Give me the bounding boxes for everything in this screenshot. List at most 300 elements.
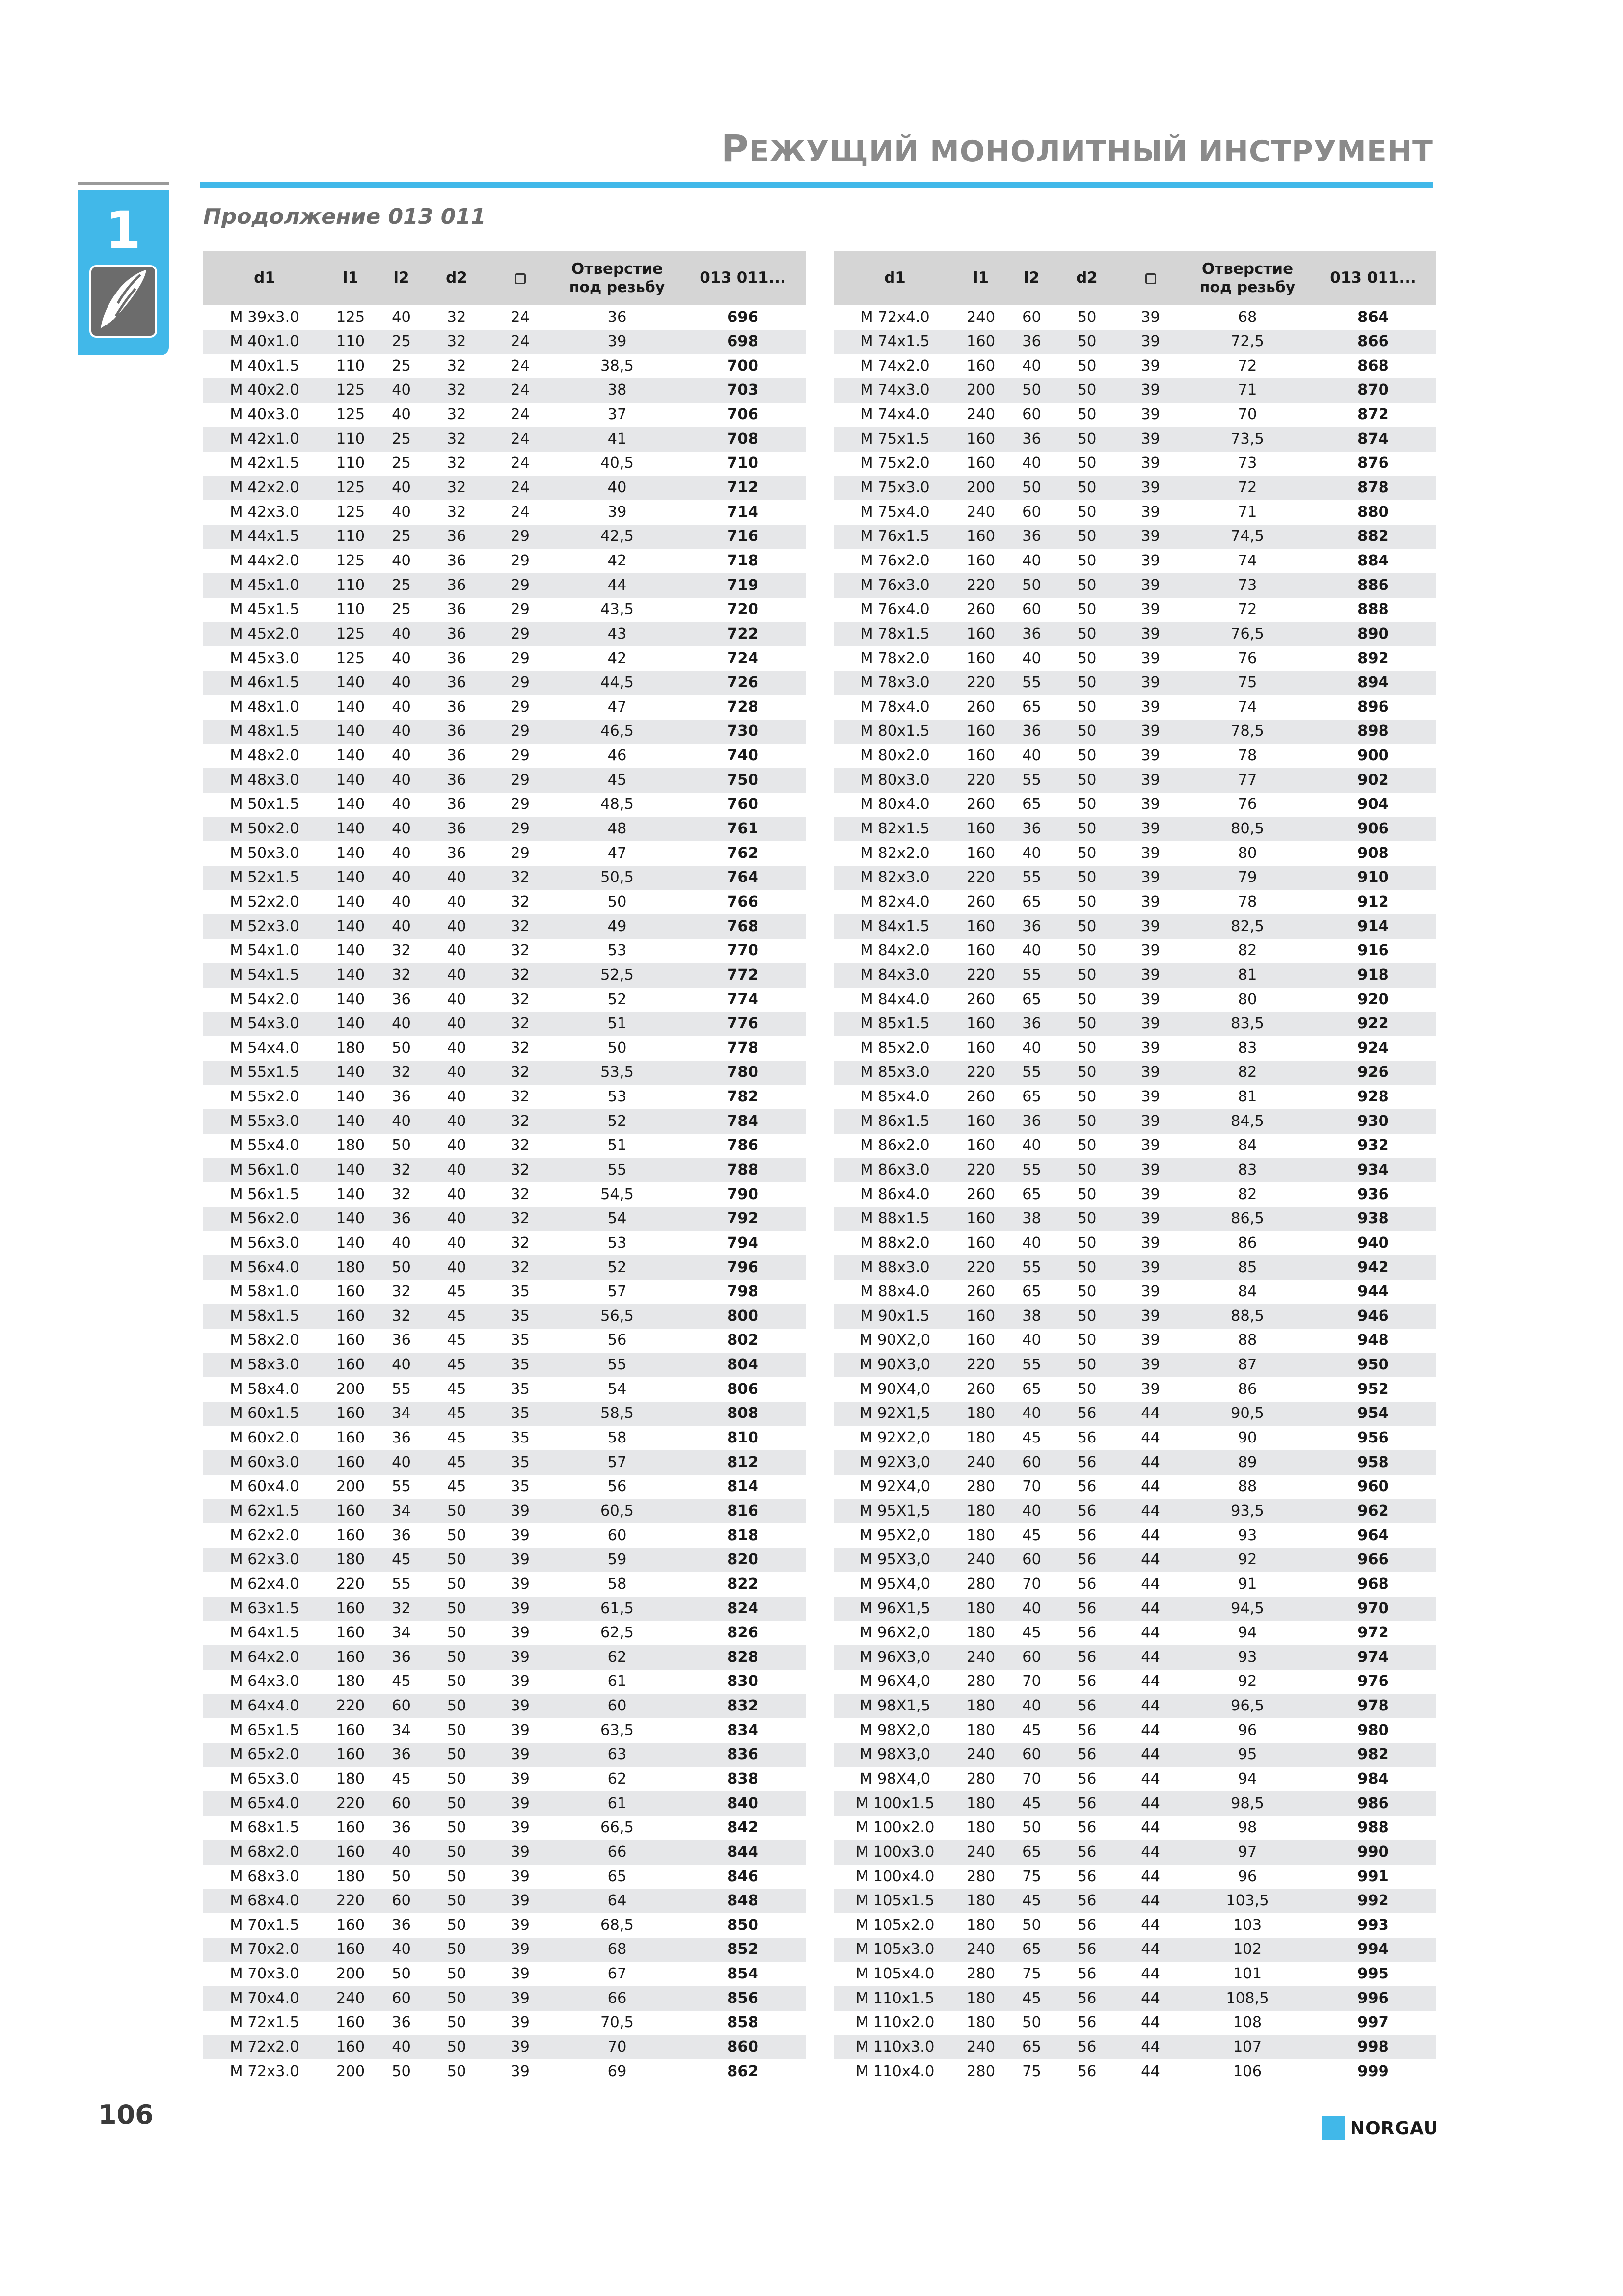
cell-l2: 50	[375, 1255, 428, 1280]
cell-d1: M 86x3.0	[834, 1158, 956, 1182]
cell-square: 39	[511, 1575, 530, 1593]
table-row	[834, 841, 1436, 866]
cell-hole: 68	[555, 1938, 679, 1962]
cell-l1: 125	[336, 649, 365, 667]
cell-d2: 50	[428, 1938, 486, 1962]
cell-d2: 40	[447, 893, 466, 910]
cell-hole: 72	[1238, 601, 1257, 618]
cell-d2: 40	[428, 1158, 486, 1182]
cell-square: 39	[1116, 330, 1185, 354]
cell-square: 29	[486, 817, 555, 841]
cell-d2: 56	[1077, 1770, 1097, 1788]
cell-l2: 40	[392, 649, 411, 667]
cell-d1: M 50x2.0	[203, 817, 326, 841]
cell-l2: 38	[1005, 1207, 1058, 1231]
cell-d2: 50	[1058, 476, 1116, 500]
cell-d2: 36	[428, 525, 486, 549]
cell-l2: 40	[1022, 357, 1041, 374]
cell-d1: M 68x2.0	[203, 1840, 326, 1865]
cell-d2: 36	[428, 622, 486, 646]
cell-square: 29	[486, 671, 555, 695]
cell-d1: M 96X2,0	[859, 1624, 931, 1642]
cell-l1: 140	[326, 671, 375, 695]
cell-hole: 50	[607, 893, 627, 910]
cell-l2: 40	[375, 622, 428, 646]
cell-square: 32	[511, 1234, 530, 1252]
table-row	[203, 305, 806, 330]
cell-hole: 91	[1238, 1575, 1257, 1593]
cell-l2: 50	[392, 1965, 411, 1983]
cell-d1: M 80x1.5	[834, 720, 956, 744]
table-row	[203, 403, 806, 427]
table-row	[203, 1158, 806, 1182]
cell-l2: 55	[1005, 1158, 1058, 1182]
cell-square: 39	[486, 1889, 555, 1914]
cell-l2: 40	[1022, 942, 1041, 960]
cell-hole: 38,5	[600, 357, 634, 374]
cell-l2: 36	[1005, 914, 1058, 939]
cell-l1: 160	[336, 1916, 365, 1934]
cell-hole: 57	[555, 1450, 679, 1475]
cell-l2: 45	[1022, 1429, 1041, 1447]
cell-hole: 80,5	[1185, 817, 1310, 841]
cell-code: 804	[679, 1353, 806, 1378]
table-row	[203, 378, 806, 403]
table-row	[834, 671, 1436, 695]
cell-d1: M 85x1.5	[834, 1012, 956, 1037]
cell-l2: 40	[375, 671, 428, 695]
cell-code: 858	[727, 2014, 758, 2031]
table-row	[834, 1499, 1436, 1523]
table-subtitle: Продолжение 013 011	[203, 204, 486, 229]
cell-d1: M 80x4.0	[860, 796, 930, 813]
table-row	[203, 646, 806, 671]
cell-d1: M 56x1.0	[203, 1158, 326, 1182]
cell-l2: 40	[392, 406, 411, 424]
cell-l2: 36	[1005, 1109, 1058, 1134]
cell-l2: 36	[375, 1207, 428, 1231]
cell-l2: 36	[392, 1429, 411, 1447]
cell-hole: 96	[1238, 1868, 1257, 1885]
cell-hole: 53	[607, 1234, 627, 1252]
cell-d2: 50	[1058, 866, 1116, 890]
table-row	[203, 1743, 806, 1767]
cell-l2: 34	[392, 1624, 411, 1642]
cell-square: 39	[1116, 1109, 1185, 1134]
table-row	[834, 1572, 1436, 1597]
cell-code: 991	[1357, 1868, 1389, 1885]
cell-d2: 56	[1058, 2035, 1116, 2059]
cell-hole: 101	[1233, 1965, 1262, 1983]
cell-d2: 32	[428, 476, 486, 500]
cell-code: 708	[679, 427, 806, 452]
cell-d1: M 54x1.0	[230, 942, 299, 960]
cell-hole: 54	[607, 1380, 627, 1398]
header-hole-line1: Отверстие	[1201, 260, 1294, 278]
cell-code: 993	[1357, 1916, 1389, 1934]
cell-d2: 45	[428, 1304, 486, 1329]
cell-d1: M 58x1.5	[203, 1304, 326, 1329]
cell-l1: 280	[966, 1478, 996, 1495]
cell-hole: 51	[607, 1137, 627, 1154]
cell-hole: 60,5	[555, 1499, 679, 1523]
page-number: 106	[98, 2099, 154, 2130]
cell-hole: 76	[1238, 796, 1257, 813]
table-row	[834, 1475, 1436, 1499]
cell-square: 32	[486, 1061, 555, 1085]
cell-square: 39	[1116, 1061, 1185, 1085]
cell-d2: 50	[1077, 308, 1097, 326]
cell-d2: 56	[1058, 1743, 1116, 1767]
cell-l2: 65	[1022, 1088, 1041, 1106]
cell-l2: 65	[1022, 796, 1041, 813]
cell-l2: 55	[392, 1575, 411, 1593]
cell-l2: 50	[1005, 378, 1058, 403]
cell-square: 39	[511, 1819, 530, 1837]
cell-d2: 40	[447, 1234, 466, 1252]
cell-square: 39	[486, 1645, 555, 1670]
table-row	[834, 1718, 1436, 1743]
cell-hole: 46	[607, 747, 627, 765]
table-row	[203, 1402, 806, 1426]
cell-l2: 32	[375, 963, 428, 988]
cell-hole: 108	[1233, 2014, 1262, 2031]
cell-l1: 160	[326, 1840, 375, 1865]
cell-code: 712	[679, 476, 806, 500]
cell-l2: 40	[392, 552, 411, 569]
cell-d2: 50	[428, 1645, 486, 1670]
cell-hole: 96,5	[1185, 1694, 1310, 1719]
cell-d1: M 62x2.0	[230, 1526, 299, 1544]
cell-square: 39	[486, 1840, 555, 1865]
cell-d1: M 45x2.0	[203, 622, 326, 646]
cell-l1: 160	[336, 1429, 365, 1447]
cell-d1: M 86x2.0	[860, 1137, 930, 1154]
cell-d1: M 58x4.0	[230, 1380, 299, 1398]
cell-d2: 40	[428, 866, 486, 890]
table-row	[834, 988, 1436, 1012]
cell-square: 44	[1141, 1478, 1160, 1495]
cell-d2: 50	[447, 1575, 466, 1593]
cell-code: 862	[727, 2062, 758, 2080]
cell-l1: 160	[336, 1624, 365, 1642]
cell-l1: 160	[956, 720, 1005, 744]
cell-l1: 160	[326, 1938, 375, 1962]
cell-hole: 93	[1185, 1645, 1310, 1670]
cell-hole: 52	[555, 1255, 679, 1280]
cell-l2: 55	[1005, 1353, 1058, 1378]
cell-hole: 57	[607, 1283, 627, 1301]
cell-l2: 45	[1005, 1889, 1058, 1914]
cell-l2: 50	[1005, 573, 1058, 598]
table-row	[203, 768, 806, 793]
cell-l2: 36	[392, 1819, 411, 1837]
cell-l1: 160	[336, 1283, 365, 1301]
cell-d2: 36	[428, 768, 486, 793]
cell-hole: 63	[555, 1743, 679, 1767]
cell-hole: 74	[1238, 698, 1257, 716]
cell-d1: M 80x3.0	[834, 768, 956, 793]
table-row	[203, 1231, 806, 1255]
cell-l2: 32	[375, 1061, 428, 1085]
cell-d2: 50	[1077, 1380, 1097, 1398]
cell-code: 826	[727, 1624, 758, 1642]
cell-code: 766	[727, 893, 758, 910]
cell-d1: M 40x3.0	[230, 406, 299, 424]
cell-d2: 40	[447, 942, 466, 960]
table-row	[834, 744, 1436, 769]
cell-square: 39	[1141, 454, 1160, 472]
cell-l1: 160	[966, 454, 996, 472]
cell-square: 44	[1116, 1938, 1185, 1962]
cell-l2: 55	[1005, 671, 1058, 695]
cell-square: 39	[1116, 1207, 1185, 1231]
cell-hole: 66,5	[600, 1819, 634, 1837]
cell-d2: 50	[1058, 1061, 1116, 1085]
spec-table-right	[834, 251, 1436, 2084]
cell-l1: 280	[966, 1575, 996, 1593]
cell-l1: 160	[326, 2035, 375, 2059]
cell-l2: 40	[375, 1109, 428, 1134]
cell-hole: 66	[555, 1840, 679, 1865]
cell-square: 39	[486, 1791, 555, 1816]
cell-l1: 260	[966, 990, 996, 1008]
cell-code: 762	[727, 844, 758, 862]
cell-code: 844	[679, 1840, 806, 1865]
cell-d2: 50	[1058, 1012, 1116, 1037]
cell-d1: M 74x3.0	[834, 378, 956, 403]
cell-l2: 55	[392, 1478, 411, 1495]
cell-code: 908	[1357, 844, 1389, 862]
cell-l2: 45	[392, 1673, 411, 1690]
cell-hole: 90,5	[1185, 1402, 1310, 1426]
cell-code: 914	[1310, 914, 1436, 939]
cell-square: 44	[1141, 1429, 1160, 1447]
cell-square: 44	[1116, 1450, 1185, 1475]
cell-l1: 140	[326, 720, 375, 744]
table-row	[834, 939, 1436, 963]
header-l2: l2	[1005, 251, 1058, 305]
cell-d1: M 85x4.0	[860, 1088, 930, 1106]
cell-d2: 56	[1058, 1791, 1116, 1816]
cell-hole: 86	[1238, 1380, 1257, 1398]
table-row	[203, 525, 806, 549]
cell-hole: 66	[555, 1986, 679, 2011]
table-row	[203, 1816, 806, 1841]
table-row	[203, 427, 806, 452]
cell-d2: 40	[447, 1137, 466, 1154]
cell-d1: M 96X4,0	[859, 1673, 931, 1690]
cell-d1: M 70x4.0	[203, 1986, 326, 2011]
cell-square: 39	[1116, 573, 1185, 598]
table-row	[203, 622, 806, 646]
chapter-tab[interactable]	[78, 190, 169, 355]
cell-hole: 39	[607, 503, 627, 521]
cell-l1: 220	[956, 963, 1005, 988]
cell-l2: 40	[375, 1450, 428, 1475]
cell-hole: 72,5	[1185, 330, 1310, 354]
cell-d1: M 105x1.5	[834, 1889, 956, 1914]
cell-square: 39	[1141, 1332, 1160, 1349]
cell-square: 39	[511, 1770, 530, 1788]
cell-l1: 200	[336, 1965, 365, 1983]
table-row	[834, 1767, 1436, 1791]
cell-square: 44	[1116, 1694, 1185, 1719]
cell-hole: 82,5	[1185, 914, 1310, 939]
cell-l1: 140	[326, 1158, 375, 1182]
cell-l2: 40	[375, 2035, 428, 2059]
cell-hole: 50,5	[555, 866, 679, 890]
cell-l1: 180	[326, 1548, 375, 1573]
table-row	[203, 1889, 806, 1914]
table-row	[834, 793, 1436, 817]
cell-l1: 260	[966, 1283, 996, 1301]
cell-d1: M 58x1.0	[230, 1283, 299, 1301]
table-row	[834, 2059, 1436, 2084]
cell-l2: 36	[1005, 1012, 1058, 1037]
table-row	[203, 744, 806, 769]
cell-square: 44	[1116, 1840, 1185, 1865]
cell-code: 796	[679, 1255, 806, 1280]
cell-hole: 70	[1238, 406, 1257, 424]
cell-code: 808	[679, 1402, 806, 1426]
cell-l1: 240	[956, 2035, 1005, 2059]
cell-code: 916	[1357, 942, 1389, 960]
cell-l1: 125	[326, 622, 375, 646]
cell-d2: 56	[1058, 1645, 1116, 1670]
cell-code: 990	[1310, 1840, 1436, 1865]
cell-l1: 125	[326, 476, 375, 500]
cell-d2: 50	[1077, 796, 1097, 813]
table-header-row	[834, 251, 1436, 305]
cell-code: 894	[1310, 671, 1436, 695]
cell-code: 974	[1310, 1645, 1436, 1670]
cell-d1: M 63x1.5	[203, 1597, 326, 1621]
cell-d1: M 64x3.0	[230, 1673, 299, 1690]
cell-l2: 36	[1005, 720, 1058, 744]
cell-code: 860	[679, 2035, 806, 2059]
cell-l1: 140	[336, 844, 365, 862]
cell-d1: M 105x2.0	[855, 1916, 935, 1934]
cell-l2: 50	[392, 1039, 411, 1057]
table-row	[203, 817, 806, 841]
table-row	[834, 427, 1436, 452]
cell-hole: 42	[607, 552, 627, 569]
cell-d1: M 39x3.0	[230, 308, 299, 326]
cell-d2: 50	[1058, 1304, 1116, 1329]
cell-d2: 32	[447, 357, 466, 374]
cell-square: 29	[511, 552, 530, 569]
cell-l2: 34	[375, 1402, 428, 1426]
cell-l2: 65	[1022, 698, 1041, 716]
table-row	[834, 1134, 1436, 1158]
cell-l2: 40	[375, 1938, 428, 1962]
cell-d2: 40	[428, 963, 486, 988]
chapter-number: 1	[105, 200, 141, 260]
cell-l1: 180	[966, 1819, 996, 1837]
cell-d2: 50	[1077, 649, 1097, 667]
cell-square: 24	[511, 454, 530, 472]
cell-l1: 160	[966, 1039, 996, 1057]
cell-code: 772	[679, 963, 806, 988]
cell-l1: 140	[336, 1185, 365, 1203]
cell-l1: 260	[966, 1185, 996, 1203]
cell-d1: M 98X3,0	[834, 1743, 956, 1767]
cell-d1: M 52x3.0	[203, 914, 326, 939]
cell-d2: 50	[1058, 963, 1116, 988]
cell-l2: 75	[1022, 2062, 1041, 2080]
cell-code: 994	[1310, 1938, 1436, 1962]
table-row	[834, 1255, 1436, 1280]
cell-d2: 50	[1077, 893, 1097, 910]
cell-d2: 50	[428, 1889, 486, 1914]
cell-code: 976	[1357, 1673, 1389, 1690]
cell-code: 810	[727, 1429, 758, 1447]
cell-d1: M 105x4.0	[855, 1965, 935, 1983]
cell-l2: 40	[392, 698, 411, 716]
cell-hole: 80	[1238, 990, 1257, 1008]
cell-d2: 32	[447, 406, 466, 424]
cell-square: 39	[1141, 844, 1160, 862]
cell-code: 926	[1310, 1061, 1436, 1085]
cell-d1: M 42x3.0	[230, 503, 299, 521]
table-row	[203, 1670, 806, 1694]
cell-square: 24	[486, 427, 555, 452]
cell-d1: M 75x4.0	[860, 503, 930, 521]
cell-l1: 160	[336, 1526, 365, 1544]
cell-square: 32	[486, 1012, 555, 1037]
cell-l2: 65	[1022, 1185, 1041, 1203]
table-row	[834, 646, 1436, 671]
cell-l1: 180	[956, 1694, 1005, 1719]
table-row	[203, 720, 806, 744]
cell-code: 868	[1357, 357, 1389, 374]
cell-l1: 280	[966, 1965, 996, 1983]
cell-square: 39	[1141, 747, 1160, 765]
cell-square: 44	[1116, 1645, 1185, 1670]
cell-hole: 39	[555, 330, 679, 354]
cell-square: 24	[486, 330, 555, 354]
cell-d2: 32	[447, 454, 466, 472]
cell-hole: 50	[607, 1039, 627, 1057]
cell-code: 938	[1310, 1207, 1436, 1231]
cell-l1: 160	[336, 1332, 365, 1349]
cell-d2: 50	[447, 1526, 466, 1544]
cell-square: 39	[1116, 378, 1185, 403]
cell-square: 39	[511, 1624, 530, 1642]
cell-d1: M 88x2.0	[860, 1234, 930, 1252]
cell-square: 39	[511, 1721, 530, 1739]
cell-d2: 50	[447, 2014, 466, 2031]
cell-l1: 160	[966, 844, 996, 862]
cell-hole: 93,5	[1185, 1499, 1310, 1523]
cell-code: 948	[1357, 1332, 1389, 1349]
cell-d2: 40	[447, 1088, 466, 1106]
cell-code: 888	[1357, 601, 1389, 618]
cell-l1: 240	[966, 406, 996, 424]
cell-code: 978	[1310, 1694, 1436, 1719]
cell-code: 720	[727, 601, 758, 618]
table-row	[203, 1012, 806, 1037]
table-row	[834, 768, 1436, 793]
cell-code: 776	[679, 1012, 806, 1037]
cell-square: 39	[486, 1499, 555, 1523]
table-row	[203, 1645, 806, 1670]
cell-d1: M 56x2.0	[203, 1207, 326, 1231]
table-row	[834, 720, 1436, 744]
cell-l2: 60	[375, 1694, 428, 1719]
cell-l1: 110	[326, 525, 375, 549]
